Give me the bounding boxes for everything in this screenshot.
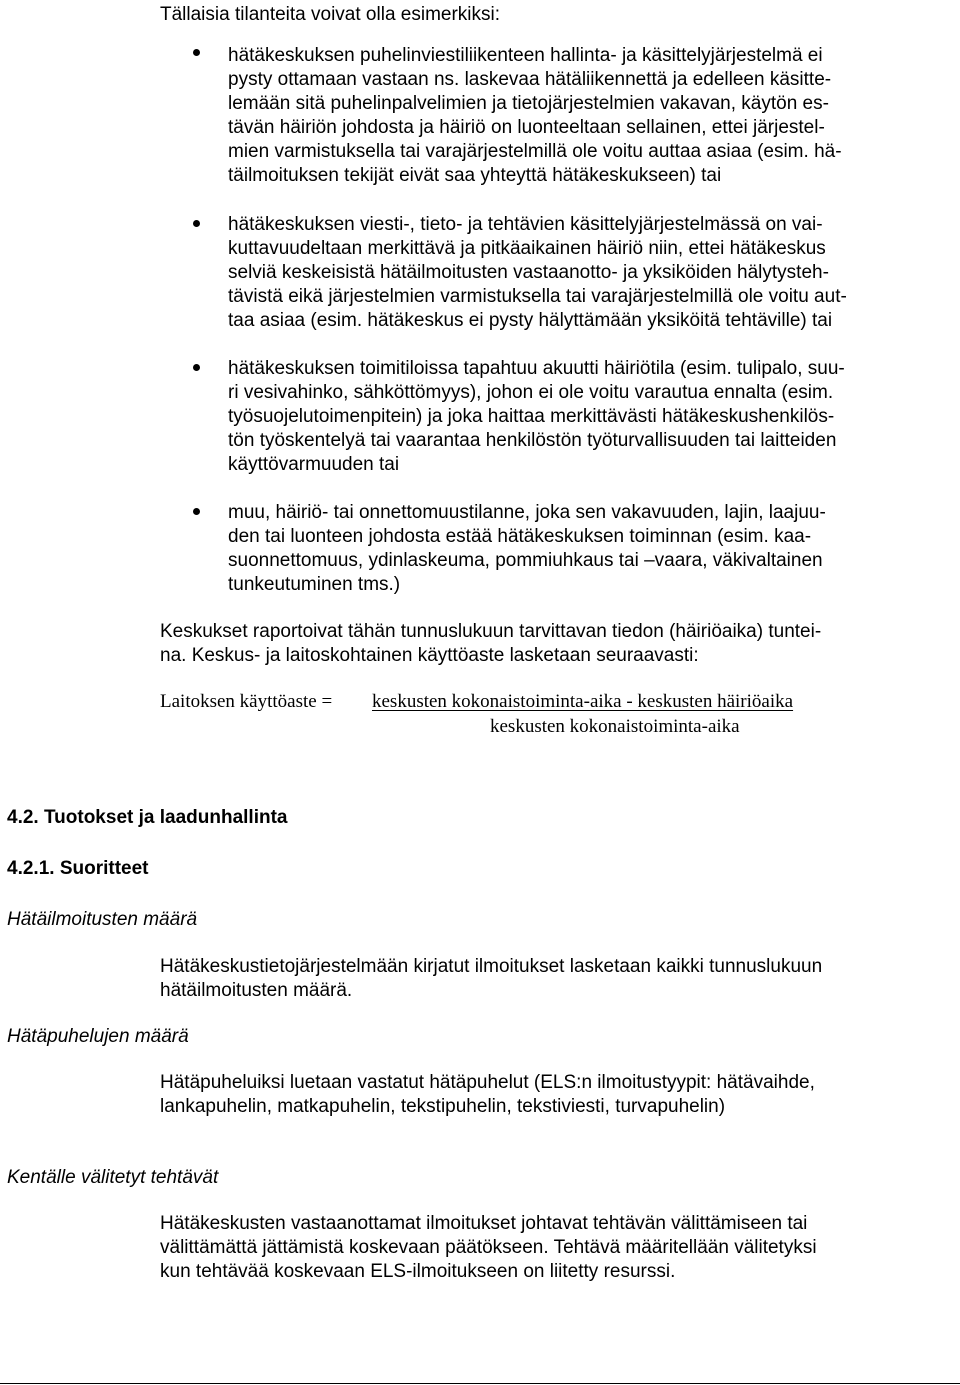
bullet-line: lemään sitä puhelinpalvelimien ja tietojärjestelmien vakavan, käytön es- bbox=[228, 93, 829, 114]
subsection-heading: 4.2.1. Suoritteet bbox=[7, 858, 149, 879]
bullet-line: den tai luonteen johdosta estää hätäkeskuksen toiminnan (esim. kaa- bbox=[228, 526, 812, 547]
bullet-line: hätäkeskuksen toimitiloissa tapahtuu akuutti häiriötila (esim. tulipalo, suu- bbox=[228, 358, 845, 379]
bullet-line: tävistä eikä järjestelmien varmistuksella tai varajärjestelmillä ole voitu aut- bbox=[228, 286, 847, 307]
formula-denominator: keskusten kokonaistoiminta-aika bbox=[490, 716, 740, 737]
formula-lhs: Laitoksen käyttöaste = bbox=[160, 691, 333, 712]
footer-rule bbox=[0, 1383, 960, 1384]
bullet-line: mien varmistuksella tai varajärjestelmillä ole voitu auttaa asiaa (esim. hä- bbox=[228, 141, 842, 162]
bullet-line: ri vesivahinko, sähköttömyys), johon ei ole voitu varautua ennalta (esim. bbox=[228, 382, 834, 403]
bullet-line: tunkeutuminen tms.) bbox=[228, 574, 401, 595]
bullet-icon bbox=[193, 364, 200, 371]
definition-line: Hätäkeskusten vastaanottamat ilmoitukset johtavat tehtävän välittämiseen tai bbox=[160, 1213, 808, 1234]
definition-line: Hätäpuheluiksi luetaan vastatut hätäpuhelut (ELS:n ilmoitustyypit: hätävaihde, bbox=[160, 1072, 815, 1093]
paragraph-line: Keskukset raportoivat tähän tunnuslukuun tarvittavan tiedon (häiriöaika) tuntei- bbox=[160, 621, 822, 642]
bullet-line: hätäkeskuksen viesti-, tieto- ja tehtävien käsittelyjärjestelmässä on vai- bbox=[228, 214, 823, 235]
intro-text: Tällaisia tilanteita voivat olla esimerkiksi: bbox=[160, 4, 501, 25]
definition-line: Hätäkeskustietojärjestelmään kirjatut ilmoitukset lasketaan kaikki tunnuslukuun bbox=[160, 956, 823, 977]
term-kentalle-valitetyt-tehtavat: Kentälle välitetyt tehtävät bbox=[7, 1167, 219, 1188]
paragraph-line: na. Keskus- ja laitoskohtainen käyttöaste lasketaan seuraavasti: bbox=[160, 645, 699, 666]
bullet-line: tävän häiriön johdosta ja häiriö on luonteeltaan sellainen, ettei järjestel- bbox=[228, 117, 825, 138]
term-hatailmoitusten-maara: Hätäilmoitusten määrä bbox=[7, 909, 198, 930]
definition-line: lankapuhelin, matkapuhelin, tekstipuhelin, tekstiviesti, turvapuhelin) bbox=[160, 1096, 726, 1117]
term-hatapuhelujen-maara: Hätäpuhelujen määrä bbox=[7, 1026, 189, 1047]
formula-numerator: keskusten kokonaistoiminta-aika - keskusten häiriöaika bbox=[372, 691, 794, 712]
bullet-line: selviä keskeisistä hätäilmoitusten vastaanotto- ja yksiköiden hälytysteh- bbox=[228, 262, 829, 283]
bullet-line: pysty ottamaan vastaan ns. laskevaa hätäliikennettä ja edelleen käsitte- bbox=[228, 69, 832, 90]
bullet-icon bbox=[193, 49, 200, 56]
definition-line: välittämättä jättämistä koskevaan päätökseen. Tehtävä määritellään välitetyksi bbox=[160, 1237, 817, 1258]
bullet-line: käyttövarmuuden tai bbox=[228, 454, 400, 475]
bullet-line: taa asiaa (esim. hätäkeskus ei pysty hälyttämään yksiköitä tehtäville) tai bbox=[228, 310, 833, 331]
bullet-icon bbox=[193, 508, 200, 515]
bullet-line: tön työskentelyä tai vaarantaa henkilöstön työturvallisuuden tai laitteiden bbox=[228, 430, 837, 451]
section-heading: 4.2. Tuotokset ja laadunhallinta bbox=[7, 807, 288, 828]
bullet-line: täilmoituksen tekijät eivät saa yhteyttä hätäkeskukseen) tai bbox=[228, 165, 722, 186]
bullet-line: työsuojelutoimenpitein) ja joka haittaa merkittävästi hätäkeskushenkilös- bbox=[228, 406, 835, 427]
definition-line: hätäilmoitusten määrä. bbox=[160, 980, 353, 1001]
definition-line: kun tehtävää koskevaan ELS-ilmoitukseen on liitetty resurssi. bbox=[160, 1261, 676, 1282]
bullet-line: kuttavuudeltaan merkittävä ja pitkäaikainen häiriö niin, ettei hätäkeskus bbox=[228, 238, 826, 259]
bullet-line: muu, häiriö- tai onnettomuustilanne, joka sen vakavuuden, lajin, laajuu- bbox=[228, 502, 826, 523]
bullet-icon bbox=[193, 220, 200, 227]
bullet-line: suonnettomuus, ydinlaskeuma, pommiuhkaus tai –vaara, väkivaltainen bbox=[228, 550, 823, 571]
bullet-line: hätäkeskuksen puhelinviestiliikenteen hallinta- ja käsittelyjärjestelmä ei bbox=[228, 45, 823, 66]
